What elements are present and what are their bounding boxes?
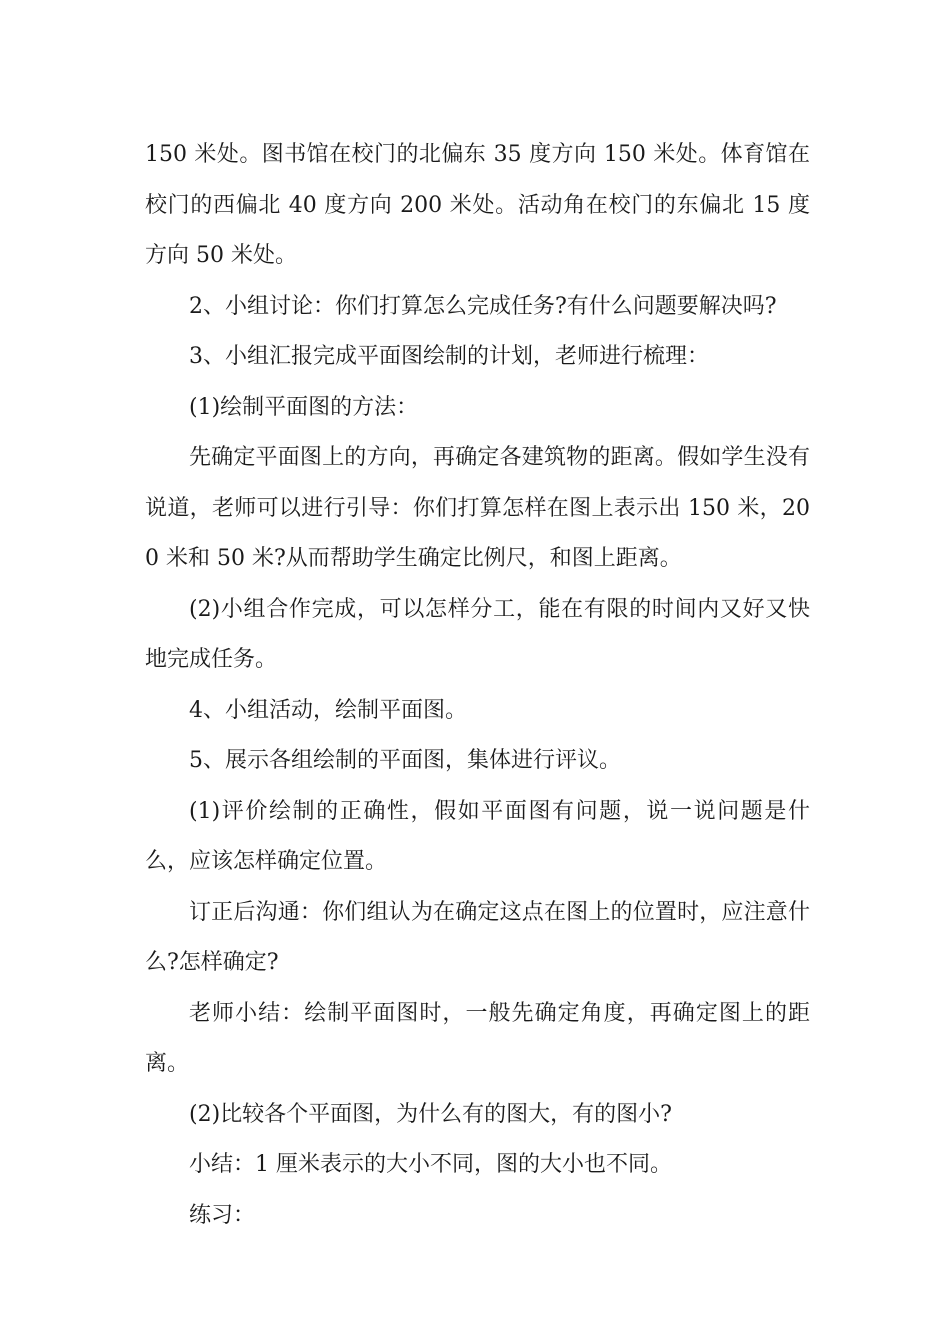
paragraph-method-heading: (1)绘制平面图的方法： (189, 394, 419, 420)
paragraph-evaluate: (1)评价绘制的正确性，假如平面图有问题，说一说问题是什么，应该怎样确定位置。 (145, 798, 810, 874)
paragraph-compare: (2)比较各个平面图，为什么有的图大，有的图小? (189, 1101, 672, 1127)
paragraph-step-2: 2、小组讨论：你们打算怎么完成任务?有什么问题要解决吗? (189, 293, 777, 319)
paragraph-continuation: 150 米处。图书馆在校门的北偏东 35 度方向 150 米处。体育馆在校门的西偏北 40 度方向 200 米处。活动角在校门的东偏北 15 度方向 50 米处。 (145, 142, 810, 268)
paragraph-step-3: 3、小组汇报完成平面图绘制的计划，老师进行梳理： (189, 344, 709, 369)
paragraph-summary: 小结：1 厘米表示的大小不同，图的大小也不同。 (189, 1152, 672, 1177)
document-body (145, 130, 810, 1241)
paragraph-teacher-summary: 老师小结：绘制平面图时，一般先确定角度，再确定图上的距离。 (145, 1000, 810, 1076)
paragraph-cooperation: (2)小组合作完成，可以怎样分工，能在有限的时间内又好又快地完成任务。 (145, 596, 810, 672)
paragraph-method-body: 先确定平面图上的方向，再确定各建筑物的距离。假如学生没有说道，老师可以进行引导：你们打算怎样在图上表示出 150 米，200 米和 50 米?从而帮助学生确定比例尺，和图上距离。 (145, 445, 810, 571)
paragraph-step-5: 5、展示各组绘制的平面图，集体进行评议。 (189, 748, 621, 773)
paragraph-communicate: 订正后沟通：你们组认为在确定这点在图上的位置时，应注意什么?怎样确定? (145, 899, 810, 975)
paragraph-exercise: 练习： (189, 1202, 256, 1228)
paragraph-step-4: 4、小组活动，绘制平面图。 (189, 697, 467, 723)
